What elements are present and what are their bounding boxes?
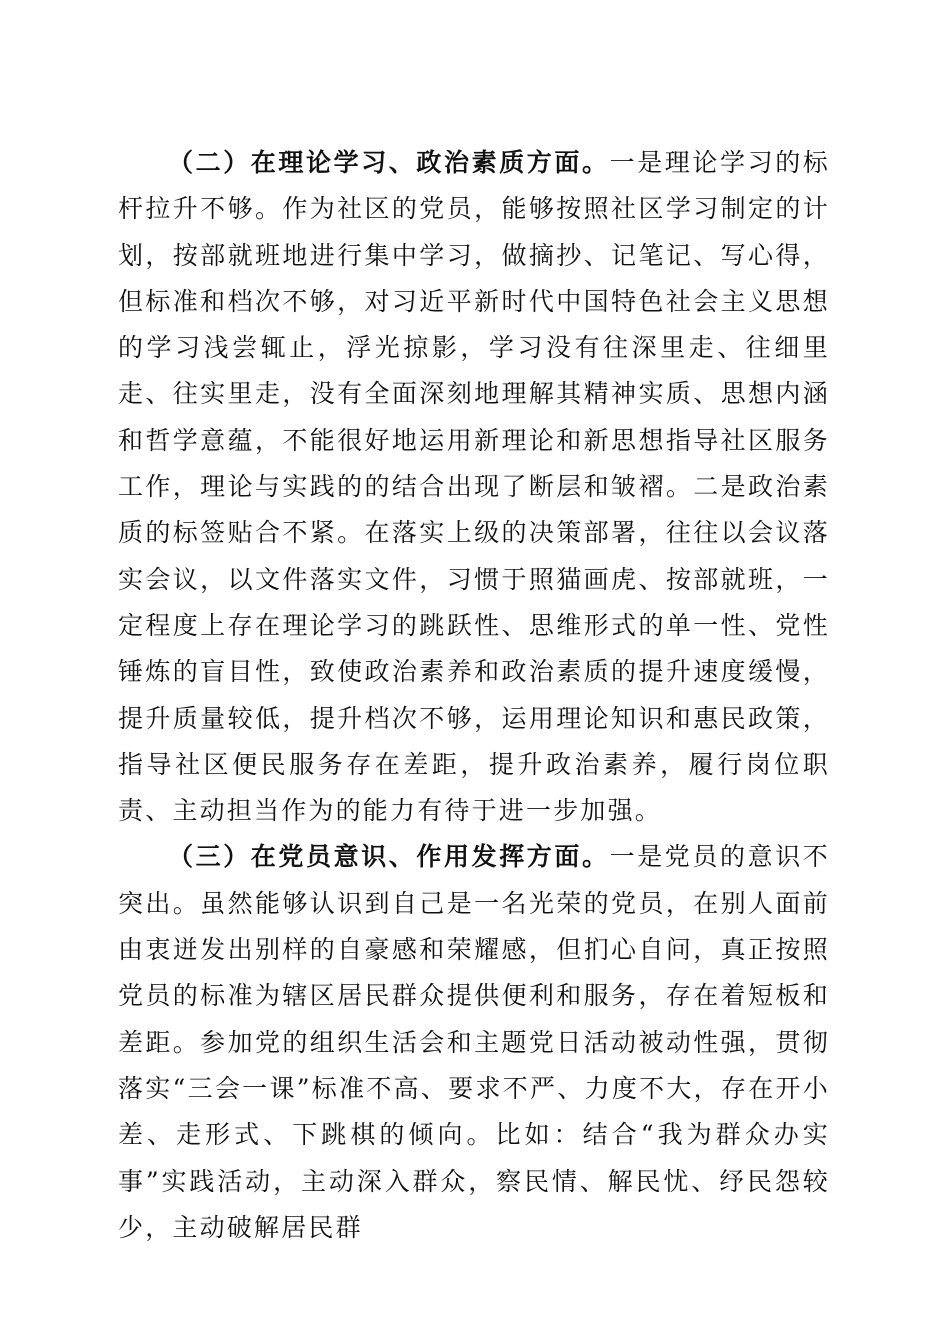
paragraph-section-3 [118, 834, 830, 1251]
section-heading-2: （二）在理论学习、政治素质方面。 [168, 148, 610, 177]
section-body-3: 一是党员的意识不突出。虽然能够认识到自己是一名光荣的党员，在别人面前由衷迸发出别样的自豪感和荣耀感，但扪心自问，真正按照党员的标准为辖区居民群众提供便利和服务，存在着短板和差距。参加党的组织生活会和主题党日活动被动性强，贯彻落实“三会一课”标准不高、要求不严、力度不大，存在开小差、走形式、下跳棋的倾向。比如：结合“我为群众办实事”实践活动，主动深入群众，察民情、解民忧、纾民怨较少，主动破解居民群 [118, 842, 830, 1242]
section-heading-3: （三）在党员意识、作用发挥方面。 [168, 842, 610, 872]
document-body [118, 140, 830, 1251]
section-body-2: 一是理论学习的标杆拉升不够。作为社区的党员，能够按照社区学习制定的计划，按部就班地进行集中学习，做摘抄、记笔记、写心得，但标准和档次不够，对习近平新时代中国特色社会主义思想的学习浅尝辄止，浮光掠影，学习没有往深里走、往细里走、往实里走，没有全面深刻地理解其精神实质、思想内涵和哲学意蕴，不能很好地运用新理论和新思想指导社区服务工作，理论与实践的的结合出现了断层和皱褶。二是政治素质的标签贴合不紧。在落实上级的决策部署，往往以会议落实会议，以文件落实文件，习惯于照猫画虎、按部就班，一定程度上存在理论学习的跳跃性、思维形式的单一性、党性锤炼的盲目性，致使政治素养和政治素质的提升速度缓慢，提升质量较低，提升档次不够，运用理论知识和惠民政策，指导社区便民服务存在差距，提升政治素养，履行岗位职责、主动担当作为的能力有待于进一步加强。 [118, 148, 830, 826]
paragraph-section-2 [118, 140, 830, 834]
